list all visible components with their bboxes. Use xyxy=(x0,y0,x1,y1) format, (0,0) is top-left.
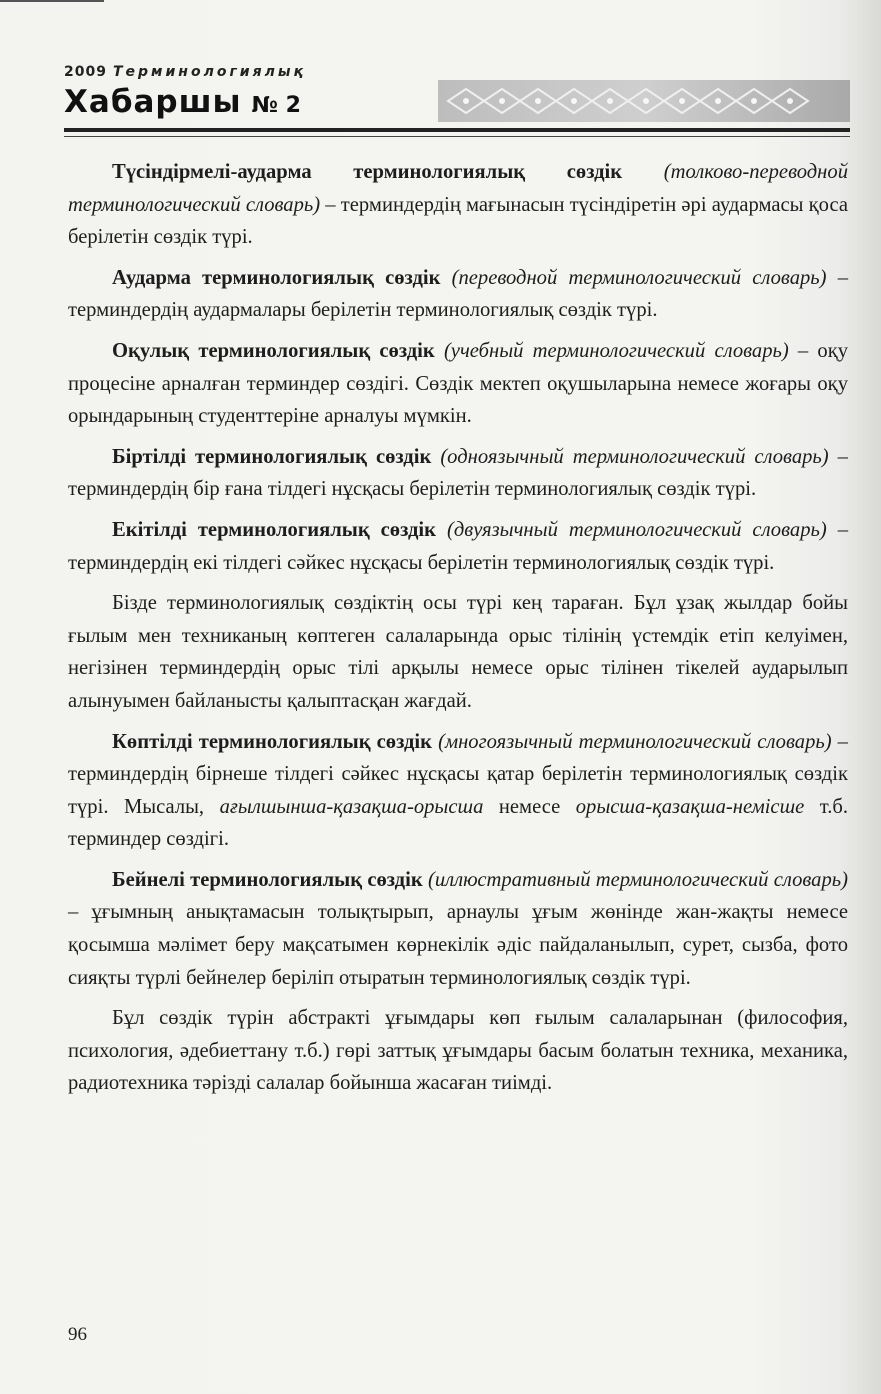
paragraph-audarma xyxy=(68,262,848,327)
example-tail: т.б. терминдер сөздігі. xyxy=(68,795,848,851)
example-connector: немесе xyxy=(483,795,576,818)
journal-header xyxy=(64,60,850,152)
term-definition: – терминдердің екі тілдегі сәйкес нұсқасы берілетін терминологиялық сөздік түрі. xyxy=(68,518,848,574)
term-russian-gloss: (иллюстративный терминологический словарь) xyxy=(427,868,848,891)
top-edge-rule xyxy=(0,0,104,2)
term-russian-gloss: (одноязычный терминологический словарь) xyxy=(440,445,829,468)
example-dictionary-2: орысша-қазақша-немісше xyxy=(575,795,805,818)
term-definition: – терминдердің мағынасын түсіндіретін әрі аудармасы қоса берілетін сөздік түрі. xyxy=(68,193,848,249)
ornament-pattern-icon xyxy=(438,80,850,122)
term-russian-gloss: (переводной терминологический словарь) xyxy=(451,266,827,289)
journal-title-text: Хабаршы xyxy=(64,84,242,120)
paragraph-okulyk xyxy=(68,335,848,433)
paragraph-tusindirmeli-audarma xyxy=(68,156,848,254)
term-heading: Аударма терминологиялық сөздік xyxy=(112,266,441,289)
paragraph-ekitildi xyxy=(68,514,848,579)
ornament-band xyxy=(438,80,850,122)
paragraph-bilingual-note: Бізде терминологиялық сөздіктің осы түрі кең тараған. Бұл ұзақ жылдар бойы ғылым мен техниканың көптеген салаларында орыс тілінің үстемдік етіп келуімен, негізінен терминдердің орыс тілі арқылы немесе орыс тілінен тікелей аударылып алынуымен байланысты қалыптасқан жағдай. xyxy=(68,592,848,712)
term-russian-gloss: (толково-переводной терминологический словарь) xyxy=(68,161,848,216)
term-heading: Бейнелі терминологиялық сөздік xyxy=(112,868,423,891)
header-rule-thick xyxy=(64,128,850,132)
header-rule-thin xyxy=(64,136,850,137)
term-heading: Екітілді терминологиялық сөздік xyxy=(112,518,437,541)
example-dictionary-1: ағылшынша-қазақша-орысша xyxy=(219,795,484,818)
paragraph-birtildi xyxy=(68,441,848,506)
term-definition: – терминдердің аудармалары берілетін терминологиялық сөздік түрі. xyxy=(68,266,849,322)
term-heading: Көптілді терминологиялық сөздік xyxy=(112,730,433,753)
journal-series: Терминологиялық xyxy=(112,64,306,80)
term-russian-gloss: (двуязычный терминологический словарь) xyxy=(446,518,827,541)
term-heading: Оқулық терминологиялық сөздік xyxy=(112,339,435,362)
term-heading: Түсіндірмелі-аударма терминологиялық сөздік xyxy=(112,161,623,183)
term-definition: – терминдердің бір ғана тілдегі нұсқасы берілетін терминологиялық сөздік түрі. xyxy=(68,445,848,501)
journal-title xyxy=(64,84,301,120)
paragraph-koptildi xyxy=(68,726,848,856)
page-number: 96 xyxy=(68,1324,87,1345)
article-body xyxy=(68,156,848,1108)
term-definition: – ұғымның анықтамасын толықтырып, арнаулы ұғым жөнінде жан-жақты немесе қосымша мәлімет беру мақсатымен көрнекілік әдіс пайдаланылып, сурет, сызба, фото сияқты түрлі бейнелер беріліп отыратын терминологиялық сөздік түрі. xyxy=(68,901,848,989)
term-definition: – оқу процесіне арналған терминдер сөздігі. Сөздік мектеп оқушыларына немесе жоғары оқу орындарының студенттеріне арналуы мүмкін. xyxy=(68,339,848,428)
journal-issue: № 2 xyxy=(251,93,301,118)
journal-series-line xyxy=(64,64,306,80)
term-russian-gloss: (учебный терминологический словарь) xyxy=(443,339,789,362)
paragraph-illustrative-note: Бұл сөздік түрін абстракті ұғымдары көп ғылым салаларынан (философия, психология, әдебиеттану т.б.) гөрі заттық ұғымдары басым болатын техника, механика, радиотехника тәрізді салалар бойынша жасаған тиімді. xyxy=(68,1007,848,1095)
term-heading: Біртілді терминологиялық сөздік xyxy=(112,445,432,468)
term-russian-gloss: (многоязычный терминологический словарь) xyxy=(438,730,832,753)
term-definition: – терминдердің бірнеше тілдегі сәйкес нұсқасы қатар берілетін терминологиялық сөздік түрі. Мысалы, xyxy=(68,730,848,818)
journal-year: 2009 xyxy=(64,64,107,80)
paragraph-beineli xyxy=(68,864,848,994)
